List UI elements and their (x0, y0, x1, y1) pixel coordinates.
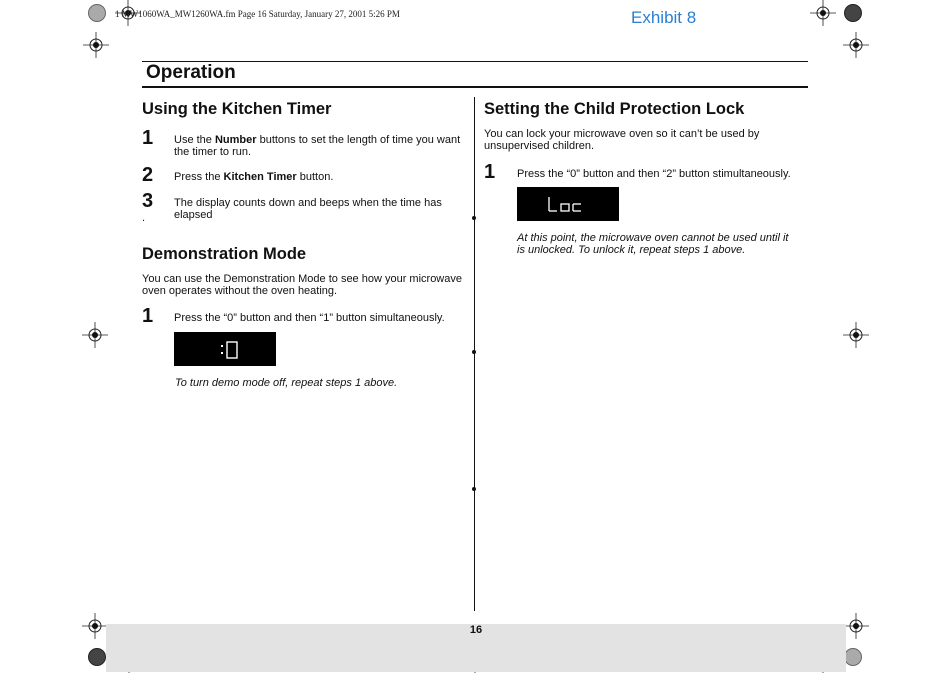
step-number: 3 (142, 190, 154, 212)
demo-mode-heading: Demonstration Mode (142, 245, 307, 263)
top-rule (142, 61, 808, 62)
divider-dot (472, 350, 476, 354)
registration-mark-icon (843, 322, 869, 348)
step-number: 1 (142, 127, 154, 149)
registration-mark-icon (843, 613, 869, 639)
step-text: The display counts down and beeps when the time has elapsed (174, 197, 442, 221)
title-rule (142, 86, 808, 88)
lock-display-panel (517, 187, 619, 221)
step-text-post: buttons to set the length of time you want the timer to run. (174, 134, 461, 158)
registration-mark-icon (843, 32, 869, 58)
demo-display-panel (174, 332, 276, 366)
trailing-period: . (142, 212, 146, 224)
registration-mark-icon (88, 4, 106, 22)
child-lock-heading: Setting the Child Protection Lock (484, 100, 745, 118)
file-info-line: 1 MW1060WA_MW1260WA.fm Page 16 Saturday, January 27, 2001 5:26 PM (115, 9, 400, 19)
demo-mode-note: To turn demo mode off, repeat steps 1 above. (175, 377, 398, 389)
registration-mark-icon (83, 32, 109, 58)
step-number: 1 (484, 161, 496, 183)
step-text: Press the “0” button and then “1” button simultaneously. (174, 312, 445, 324)
divider-dot (472, 487, 476, 491)
column-divider (474, 97, 475, 611)
step-text (174, 171, 464, 183)
registration-mark-icon (844, 648, 862, 666)
registration-mark-icon (82, 613, 108, 639)
step-text-post: button. (296, 171, 334, 183)
lock-display-readout (517, 187, 619, 221)
registration-mark-icon (88, 648, 106, 666)
demo-mode-intro: You can use the Demonstration Mode to see how your microwave oven operates without the oven heating. (142, 273, 462, 297)
registration-mark-icon (810, 0, 836, 26)
exhibit-label: Exhibit 8 (631, 8, 697, 27)
step-text: Press the “0” button and then “2” button stimultaneously. (517, 168, 791, 180)
demo-display-readout (174, 332, 276, 366)
section-title: Operation (146, 62, 236, 83)
child-lock-note: At this point, the microwave oven cannot be used until it is unlocked. To unlock it, repeat steps 1 above. (517, 232, 789, 256)
step-number: 1 (142, 305, 154, 327)
step-text-pre: Use the (174, 134, 215, 146)
registration-mark-icon (844, 4, 862, 22)
step-text (174, 134, 464, 158)
child-lock-intro: You can lock your microwave oven so it can’t be used by unsupervised children. (484, 128, 760, 152)
footer-band (106, 624, 846, 672)
registration-mark-icon (82, 322, 108, 348)
kitchen-timer-heading: Using the Kitchen Timer (142, 100, 332, 118)
number-button-label: Number (214, 134, 257, 146)
kitchen-timer-button-label: Kitchen Timer (223, 171, 297, 183)
step-number: 2 (142, 164, 154, 186)
page-number: 16 (469, 624, 483, 636)
step-text-pre: Press the (174, 171, 224, 183)
